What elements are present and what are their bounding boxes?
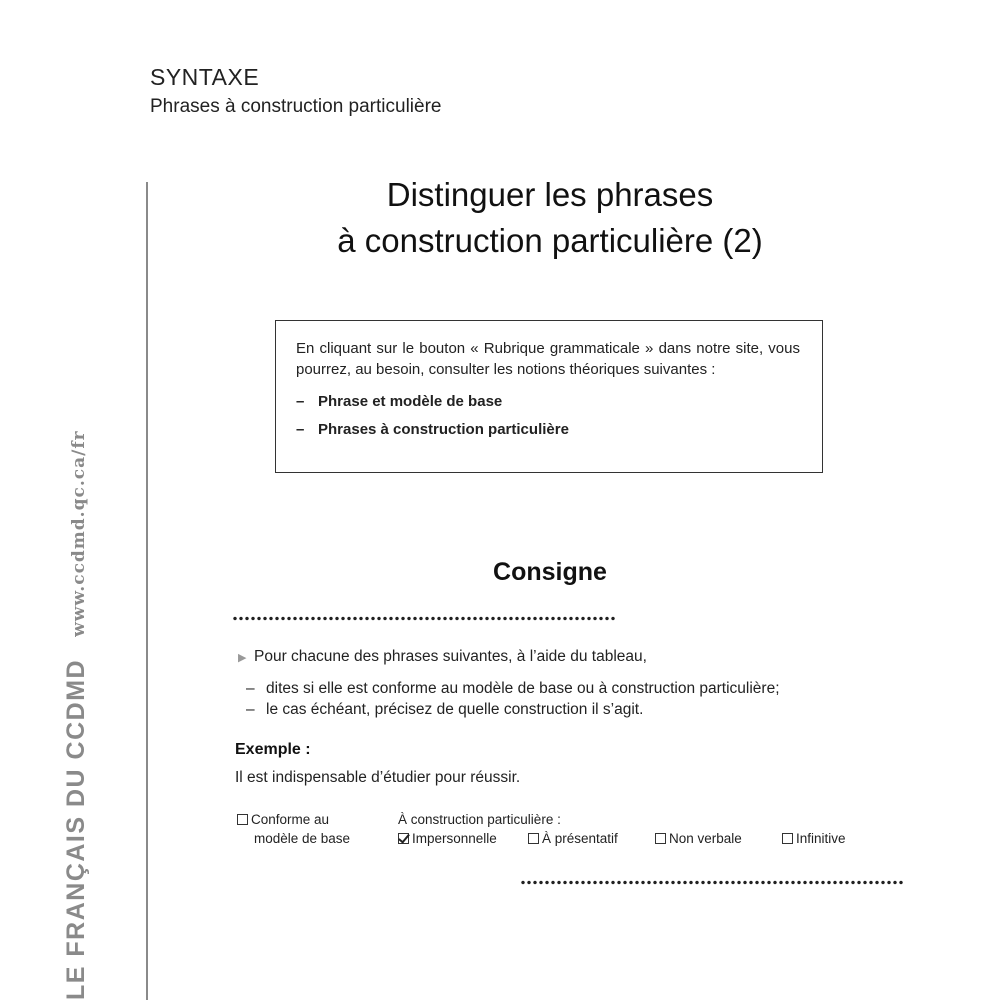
option-infinitive[interactable] <box>782 831 846 846</box>
dotted-divider-top <box>232 616 616 621</box>
option-conforme[interactable] <box>237 812 329 827</box>
section-title-consigne: Consigne <box>493 558 607 586</box>
dotted-divider-bottom <box>520 880 904 885</box>
margin-rule <box>146 182 148 1000</box>
checkbox-conforme[interactable] <box>237 814 248 825</box>
header-subject: SYNTAXE <box>150 64 260 90</box>
checkbox-presentatif[interactable] <box>528 833 539 844</box>
option-conforme-label: Conforme au <box>251 812 330 827</box>
checkbox-infinitive[interactable] <box>782 833 793 844</box>
checkbox-impersonnelle[interactable] <box>398 833 409 844</box>
dash-glyph: – <box>246 680 255 697</box>
instruction-text <box>238 648 647 666</box>
arrow-bullet-icon: ▶ <box>238 652 247 664</box>
list-item-label: le cas échéant, précisez de quelle construction il s’agit. <box>266 701 644 718</box>
option-non-verbale[interactable] <box>655 831 742 846</box>
construction-particuliere-label: À construction particulière : <box>398 812 561 827</box>
dash-glyph: – <box>296 421 305 438</box>
note-item-label: Phrases à construction particulière <box>318 421 569 438</box>
page-title <box>250 172 850 264</box>
note-box <box>275 320 823 473</box>
page-title-line-2: à construction particulière (2) <box>337 222 763 259</box>
list-item <box>240 678 780 699</box>
option-presentatif-label: À présentatif <box>542 831 618 846</box>
list-item <box>240 699 780 720</box>
checkbox-non-verbale[interactable] <box>655 833 666 844</box>
sidebar-brand: LE FRANÇAIS DU CCDMD <box>62 658 90 1000</box>
option-presentatif[interactable] <box>528 831 618 846</box>
example-label: Exemple : <box>235 741 311 758</box>
sidebar-vertical-text <box>62 430 91 1000</box>
note-item-label: Phrase et modèle de base <box>318 393 503 410</box>
note-item <box>296 388 800 416</box>
option-impersonnelle[interactable] <box>398 831 497 846</box>
option-conforme-label-line-2: modèle de base <box>254 831 351 846</box>
example-sentence: Il est indispensable d’étudier pour réussir. <box>235 769 521 786</box>
instruction-bullets <box>240 678 780 720</box>
page-title-line-1: Distinguer les phrases <box>386 176 714 213</box>
note-text: En cliquant sur le bouton « Rubrique grammaticale » dans notre site, vous pourrez, au besoin, consulter les notions théoriques suivantes : <box>296 340 800 378</box>
instruction-label: Pour chacune des phrases suivantes, à l’aide du tableau, <box>254 648 647 665</box>
option-infinitive-label: Infinitive <box>796 831 846 846</box>
dash-glyph: – <box>296 393 305 410</box>
dash-glyph: – <box>246 701 255 718</box>
note-item <box>296 416 800 444</box>
option-non-verbale-label: Non verbale <box>669 831 742 846</box>
option-impersonnelle-label: Impersonnelle <box>412 831 497 846</box>
sidebar-url: www.ccdmd.qc.ca/fr <box>69 430 89 637</box>
list-item-label: dites si elle est conforme au modèle de base ou à construction particulière; <box>266 680 780 697</box>
header-topic: Phrases à construction particulière <box>150 96 442 117</box>
